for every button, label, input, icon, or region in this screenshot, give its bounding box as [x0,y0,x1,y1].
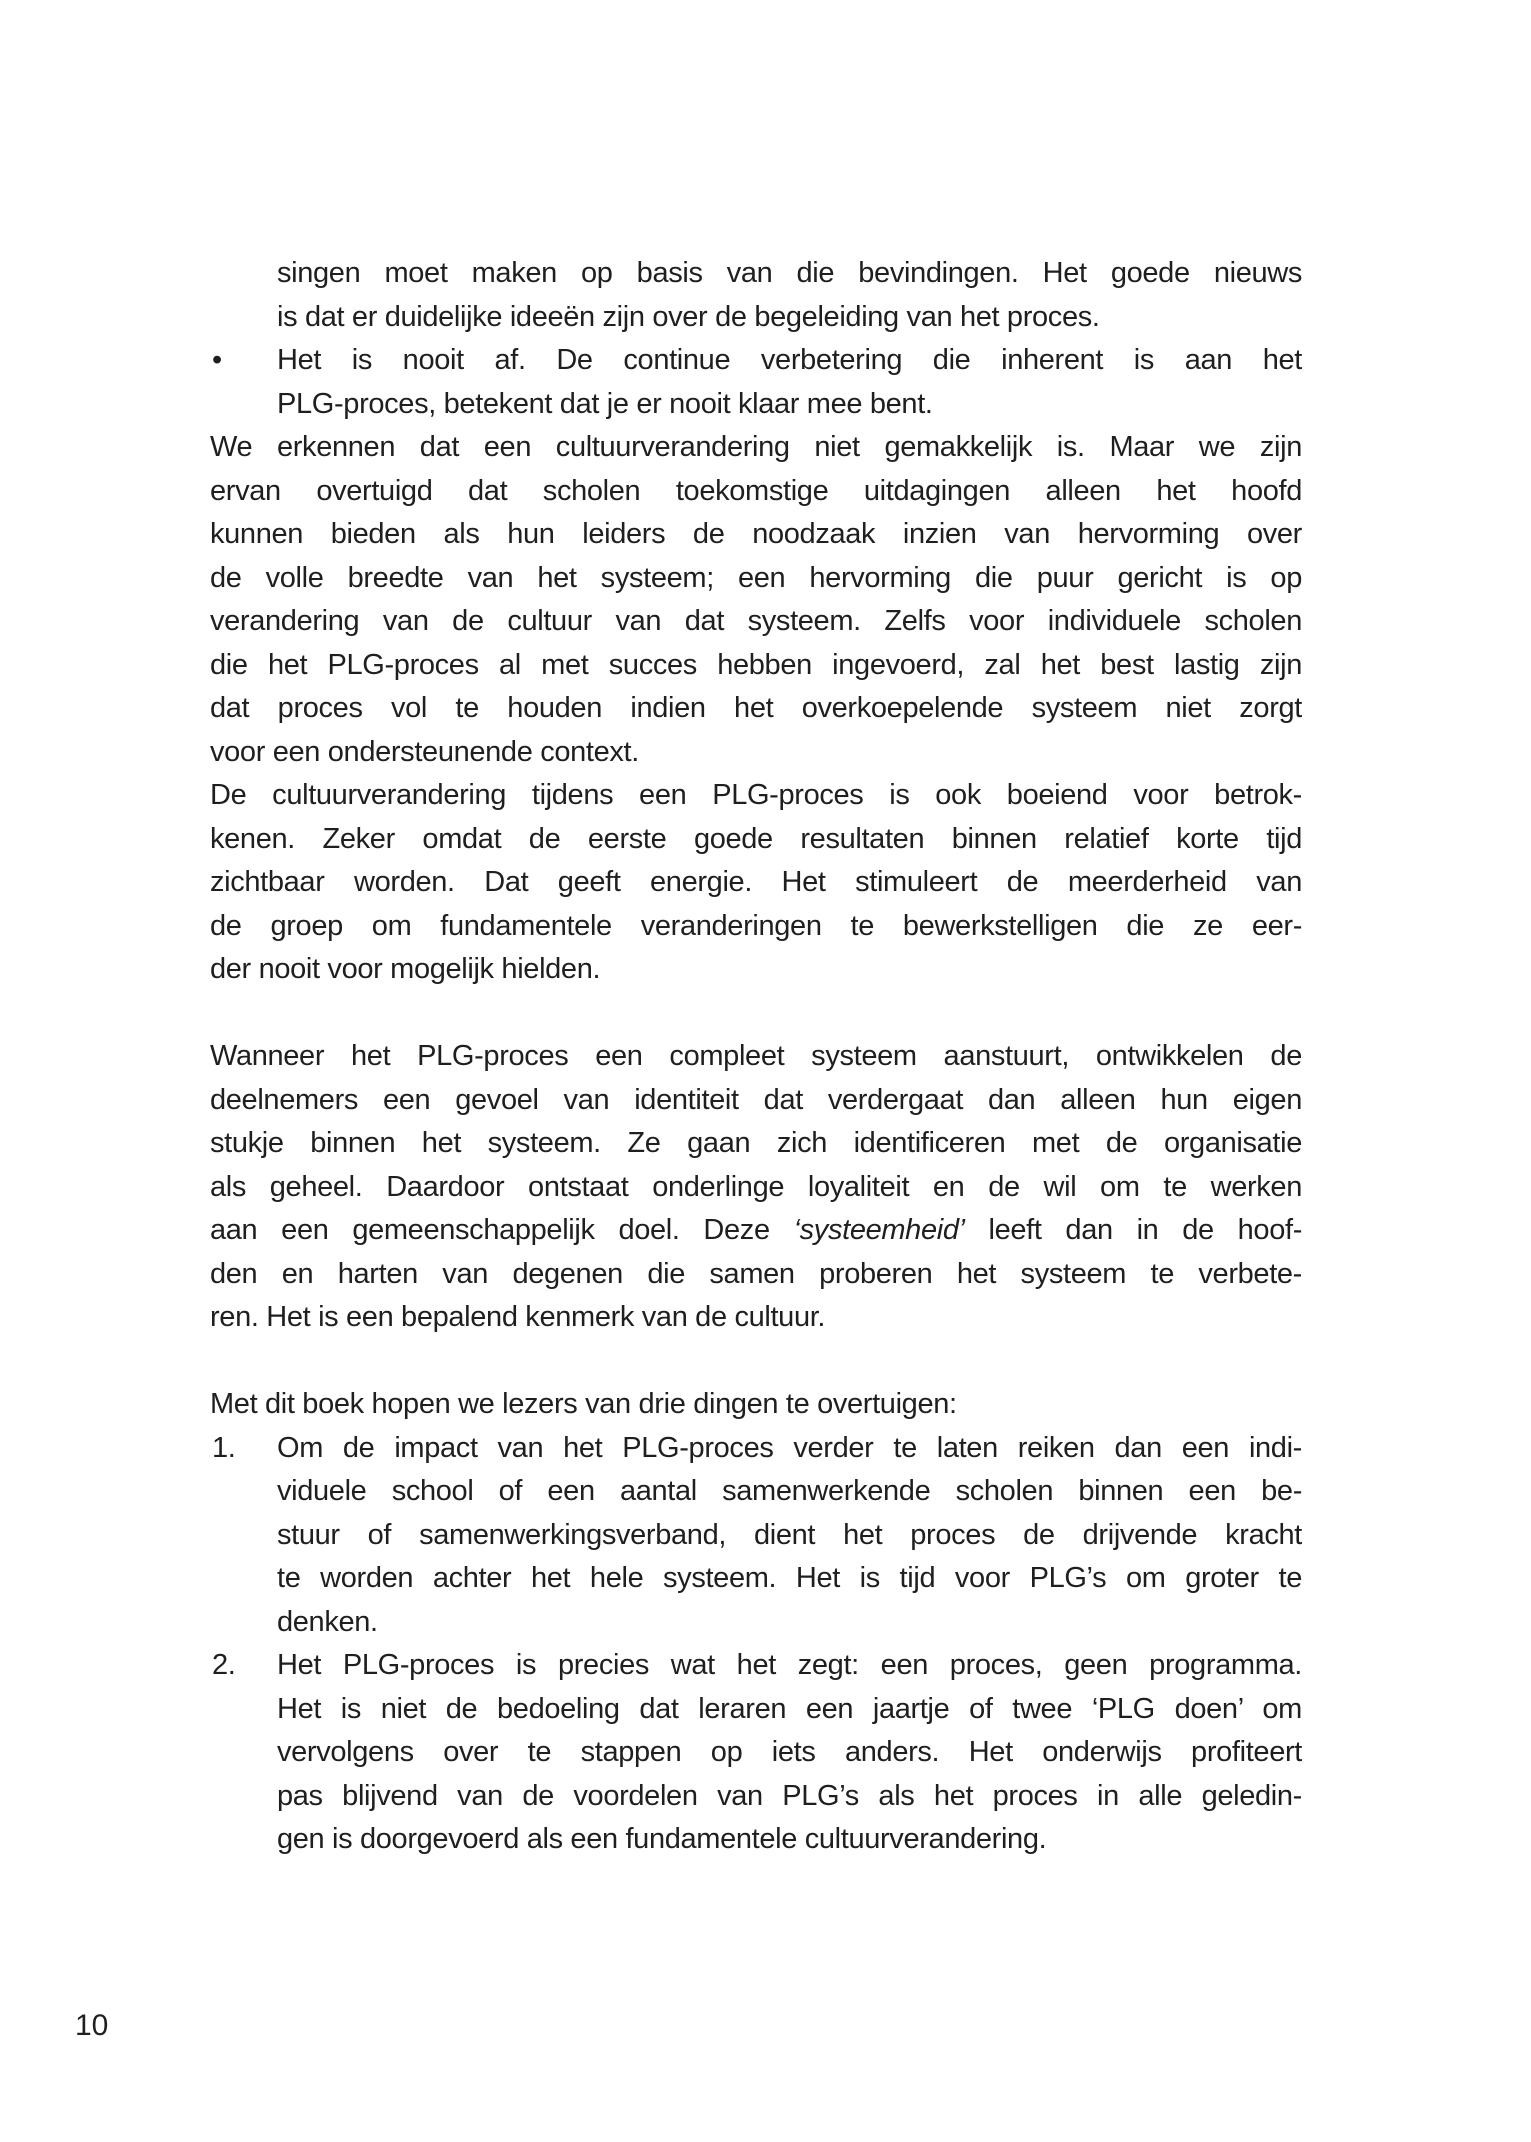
paragraph-spacer [210,1340,1302,1384]
page-number: 10 [75,2009,109,2042]
list-item-lines [277,339,1302,426]
text-line: pas blijvend van de voordelen van PLG’s als het proces in alle geledin- [277,1779,1302,1812]
paragraph-boeiend [210,774,1302,992]
text-line: die het PLG-proces al met succes hebben ingevoerd, zal het best lastig zijn [210,648,1302,681]
text-line: de groep om fundamentele veranderingen te bewerkstelligen die ze eer- [210,909,1302,942]
text-line: voor een ondersteunende context. [210,735,639,768]
bullet-item [210,339,1302,426]
text-line: dat proces vol te houden indien het overkoepelende systeem niet zorgt [210,692,1302,724]
numbered-item-1 [210,1427,1302,1645]
text-line: aan een gemeenschappelijk doel. Deze ‘systeemheid’ leeft dan in de hoof- [210,1214,1302,1246]
text-line: ren. Het is een bepalend kenmerk van de cultuur. [210,1301,826,1333]
paragraph-spacer [210,992,1302,1036]
continued-list-item [210,252,1302,339]
text-line: Het is niet de bedoeling dat leraren een jaartje of twee ‘PLG doen’ om [277,1692,1302,1725]
text-line: als geheel. Daardoor ontstaat onderlinge loyaliteit en de wil om te werken [210,1170,1302,1203]
paragraph-cultuurverandering [210,426,1302,774]
text-line: is dat er duidelijke ideeën zijn over de begeleiding van het proces. [277,300,1100,333]
text-line: Met dit boek hopen we lezers van drie dingen te overtuigen: [210,1388,957,1420]
text-line: denken. [277,1605,378,1638]
text-line: gen is doorgevoerd als een fundamentele cultuurverandering. [277,1823,1047,1855]
paragraph-systeemheid [210,1035,1302,1340]
list-item-lines [277,1427,1302,1645]
list-item-lines [277,1644,1302,1862]
text-line: Het PLG-proces is precies wat het zegt: een proces, geen programma. [277,1649,1302,1681]
text-line: vervolgens over te stappen op iets anders. Het onderwijs profiteert [277,1736,1302,1768]
text-line: kenen. Zeker omdat de eerste goede resultaten binnen relatief korte tijd [210,822,1302,855]
page-body [210,252,1302,1862]
list-number: 1. [212,1431,236,1464]
text-line: kunnen bieden als hun leiders de noodzaak inzien van hervorming over [210,518,1302,550]
list-item-lines [277,252,1302,339]
text-line: Om de impact van het PLG-proces verder te laten reiken dan een indi- [277,1431,1302,1464]
numbered-item-2 [210,1644,1302,1862]
list-number: 2. [212,1649,236,1681]
text-line: singen moet maken op basis van die bevindingen. Het goede nieuws [277,257,1302,289]
text-line: te worden achter het hele systeem. Het is tijd voor PLG’s om groter te [277,1562,1302,1594]
text-line: ervan overtuigd dat scholen toekomstige uitdagingen alleen het hoofd [210,474,1302,507]
text-line: stuur of samenwerkingsverband, dient het proces de drijvende kracht [277,1518,1302,1551]
text-line: PLG-proces, betekent dat je er nooit klaar mee bent. [277,387,933,420]
bullet-marker: • [212,344,222,376]
paragraph-intro-lijst [210,1383,1302,1427]
text-line: Het is nooit af. De continue verbetering die inherent is aan het [277,344,1302,376]
text-line: De cultuurverandering tijdens een PLG-proces is ook boeiend voor betrok- [210,779,1302,811]
text-line: den en harten van degenen die samen proberen het systeem te verbete- [210,1257,1302,1290]
text-line: Wanneer het PLG-proces een compleet systeem aanstuurt, ontwikkelen de [210,1040,1302,1072]
text-line: deelnemers een gevoel van identiteit dat verdergaat dan alleen hun eigen [210,1083,1302,1116]
text-line: We erkennen dat een cultuurverandering niet gemakkelijk is. Maar we zijn [210,431,1302,463]
text-line: stukje binnen het systeem. Ze gaan zich identificeren met de organisatie [210,1127,1302,1159]
text-line: der nooit voor mogelijk hielden. [210,953,601,985]
text-line: viduele school of een aantal samenwerkende scholen binnen een be- [277,1475,1302,1507]
text-line: zichtbaar worden. Dat geeft energie. Het stimuleert de meerderheid van [210,866,1302,898]
text-line: verandering van de cultuur van dat systeem. Zelfs voor individuele scholen [210,605,1302,637]
text-line: de volle breedte van het systeem; een hervorming die puur gericht is op [210,561,1302,594]
